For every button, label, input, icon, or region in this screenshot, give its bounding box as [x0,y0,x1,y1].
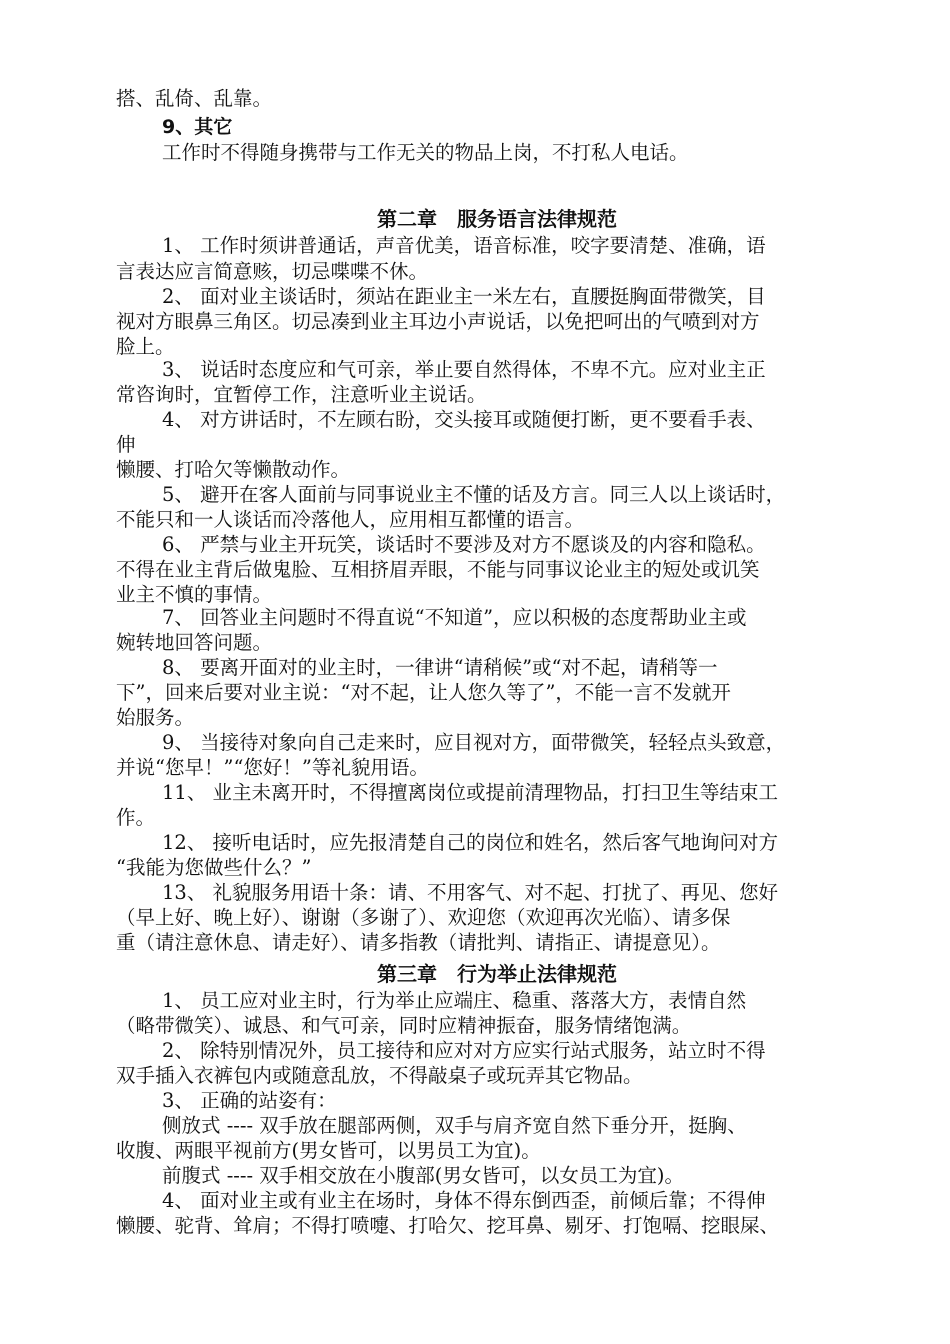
text-line: 工作时不得随身携带与工作无关的物品上岗，不打私人电话。 [162,141,689,164]
text-line: 婉转地回答问题。 [116,631,273,654]
text-line: 不能只和一人谈话而冷落他人，应用相互都懂的语言。 [116,508,585,531]
text-line: 4、 对方讲话时，不左顾右盼，交头接耳或随便打断，更不要看手表、 [162,408,766,431]
text-line: 6、 严禁与业主开玩笑，谈话时不要涉及对方不愿谈及的内容和隐私。 [162,533,766,556]
text-line: 搭、乱倚、乱靠。 [116,87,273,110]
text-line: 7、 回答业主问题时不得直说“不知道”，应以积极的态度帮助业主或 [162,606,747,629]
text-line: 言表达应言简意赅，切忌喋喋不休。 [116,260,429,283]
text-line: 1、 员工应对业主时，行为举止应端庄、稳重、落落大方，表情自然 [162,989,747,1012]
text-line: 重（请注意休息、请走好）、请多指教（请批判、请指正、请提意见）。 [116,931,721,954]
text-line: 8、 要离开面对的业主时，一律讲“请稍候”或“对不起，请稍等一 [162,656,718,679]
text-line: 作。 [116,806,156,829]
text-line: 1、 工作时须讲普通话，声音优美，语音标准，咬字要清楚、准确，语 [162,234,766,257]
text-line: （早上好、晚上好）、谢谢（多谢了）、欢迎您（欢迎再次光临）、请多保 [116,906,731,929]
text-line: 侧放式 ---- 双手放在腿部两侧，双手与肩齐宽自然下垂分开，挺胸、 [162,1114,747,1137]
text-line: 3、 说话时态度应和气可亲，举止要自然得体，不卑不亢。应对业主正 [162,358,766,381]
text-line: 9、 当接待对象向自己走来时，应目视对方，面带微笑，轻轻点头致意， [162,731,786,754]
text-line: 13、 礼貌服务用语十条：请、不用客气、对不起、打扰了、再见、您好 [162,881,779,904]
text-line: “我能为您做些什么？” [116,856,312,879]
text-line: 懒腰、驼背、耸肩；不得打喷嚏、打哈欠、挖耳鼻、剔牙、打饱嗝、挖眼屎、 [116,1214,780,1237]
section-heading: 9、其它 [162,116,233,138]
text-line: 双手插入衣裤包内或随意乱放，不得敲桌子或玩弄其它物品。 [116,1064,643,1087]
text-line: 并说“您早！”“您好！”等礼貌用语。 [116,756,429,779]
text-line: 11、 业主未离开时，不得擅离岗位或提前清理物品，打扫卫生等结束工 [162,781,779,804]
text-line: 脸上。 [116,335,175,358]
text-line: 4、 面对业主或有业主在场时，身体不得东倒西歪，前倾后靠；不得伸 [162,1189,766,1212]
text-line: 不得在业主背后做鬼脸、互相挤眉弄眼，不能与同事议论业主的短处或讥笑 [116,558,760,581]
text-line: 收腹、两眼平视前方(男女皆可，以男员工为宜)。 [116,1139,541,1162]
text-line: 常咨询时，宜暂停工作，注意听业主说话。 [116,383,487,406]
text-line: 伸 [116,433,136,456]
text-line: （略带微笑）、诚恳、和气可亲，同时应精神振奋，服务情绪饱满。 [116,1014,692,1037]
text-line: 前腹式 ---- 双手相交放在小腹部(男女皆可，以女员工为宜)。 [162,1164,684,1187]
text-line: 5、 避开在客人面前与同事说业主不懂的话及方言。同三人以上谈话时， [162,483,786,506]
text-line: 2、 面对业主谈话时，须站在距业主一米左右，直腰挺胸面带微笑，目 [162,285,766,308]
chapter-title: 第三章 行为举止法律规范 [377,962,617,986]
text-line: 下”，回来后要对业主说：“对不起，让人您久等了”，不能一言不发就开 [116,681,731,704]
text-line: 12、 接听电话时，应先报清楚自己的岗位和姓名，然后客气地询问对方 [162,831,779,854]
chapter-title: 第二章 服务语言法律规范 [377,207,617,231]
text-line: 懒腰、打哈欠等懒散动作。 [116,458,351,481]
text-line: 3、 正确的站姿有： [162,1089,337,1112]
text-line: 业主不慎的事情。 [116,583,273,606]
text-line: 始服务。 [116,706,195,729]
text-line: 视对方眼鼻三角区。切忌凑到业主耳边小声说话，以免把呵出的气喷到对方 [116,310,760,333]
text-line: 2、 除特别情况外，员工接待和应对对方应实行站式服务，站立时不得 [162,1039,766,1062]
